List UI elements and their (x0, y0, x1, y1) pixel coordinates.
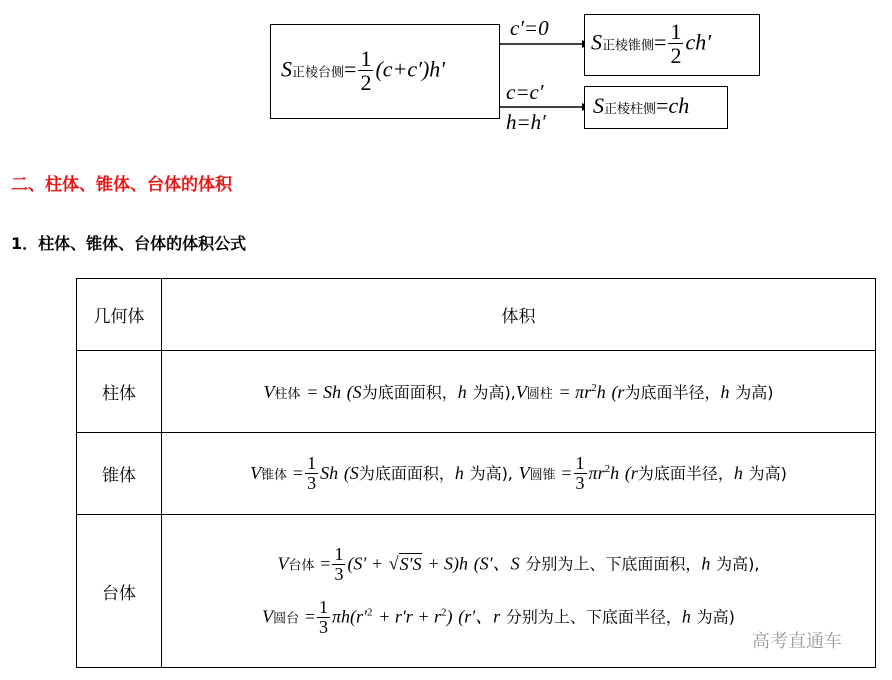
row-label-frustum: 台体 (77, 515, 162, 668)
frustum-lateral-formula: S正棱台侧= $\frac{1}{2}$ (c+c′)h′ (281, 46, 446, 96)
frustum-volume-formula: V台体 = $\frac{1}{3}$ (S′ + √S′S + S)h (S′、S 分别为上、下底面面积，h 为高), (277, 544, 760, 585)
row-label-pyramid: 锥体 (77, 433, 162, 515)
prism-volume-cell (162, 351, 876, 433)
pyramid-lateral-formula: S正棱锥侧= $\frac{1}{2}$ ch′ (591, 19, 712, 69)
diagram-arrows (500, 30, 592, 120)
row-label-prism: 柱体 (77, 351, 162, 433)
section-heading: 二、柱体、锥体、台体的体积 (11, 175, 232, 195)
prism-volume-formula: V柱体 = Sh (S为底面面积，h 为高),V圆柱 = $\pi r^2h$ (r为底面半径，h 为高) (263, 382, 774, 402)
arrow-bottom-label-2: h=h′ (506, 110, 546, 134)
header-volume: 体积 (162, 279, 876, 351)
prism-lateral-formula: S正棱柱侧=ch (593, 93, 690, 118)
watermark-text: 高考直通车 (752, 631, 842, 652)
table-row (77, 433, 876, 515)
lateral-area-prism-box (584, 86, 728, 129)
pyramid-volume-cell (162, 433, 876, 515)
table-header-row (77, 279, 876, 351)
lateral-area-pyramid-box (584, 14, 760, 76)
truncated-cone-volume-formula: V圆台 = $\frac{1}{3}$ $\pi h(r'^2 + r'r + r^2)$ (r′、r 分别为上、下底面半径，h 为高) (262, 597, 735, 637)
arrow-top-label: c′=0 (510, 16, 549, 40)
volume-formula-table (76, 278, 876, 668)
sub-heading: 1．柱体、锥体、台体的体积公式 (11, 234, 247, 253)
arrow-bottom-label-1: c=c′ (506, 80, 544, 104)
table-row (77, 351, 876, 433)
pyramid-volume-formula: V锥体 = $\frac{1}{3}$ Sh (S为底面面积，h 为高), V圆锥 = $\frac{1}{3}$ $\pi r^2h$ (r为底面半径，h 为高) (250, 453, 787, 493)
header-solid: 几何体 (77, 279, 162, 351)
lateral-area-frustum-box (270, 24, 500, 119)
